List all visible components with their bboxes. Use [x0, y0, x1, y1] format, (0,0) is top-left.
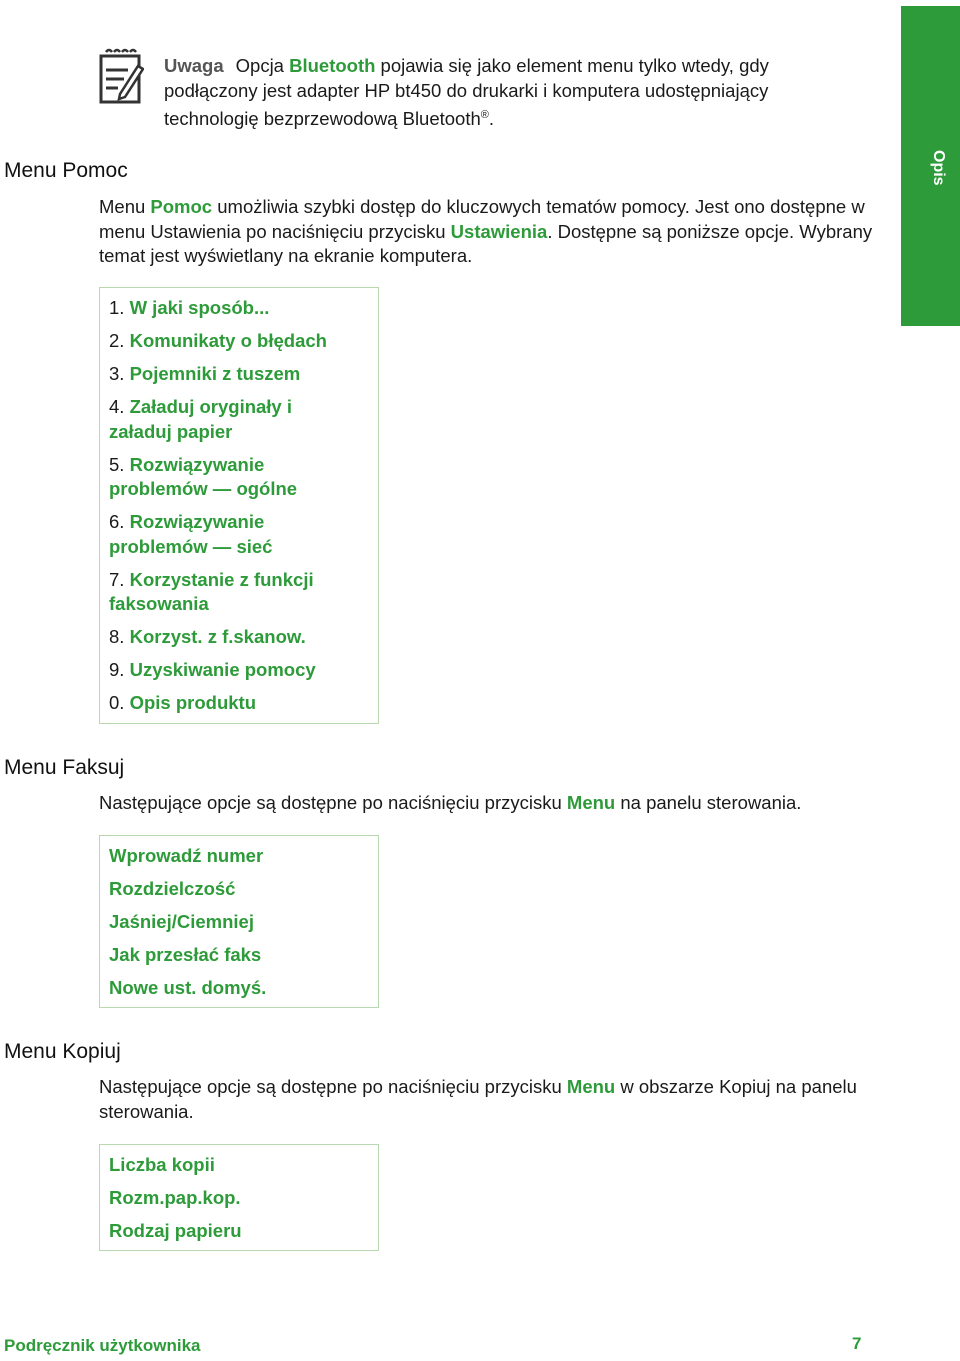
heading-menu-faksuj: Menu Faksuj [4, 756, 125, 779]
note-text-part-3: . [488, 108, 495, 130]
kopiuj-option: Liczba kopii [109, 1154, 215, 1175]
heading-menu-pomoc: Menu Pomoc [4, 159, 128, 182]
side-tab-label: Opis [930, 150, 947, 186]
faksuj-option: Wprowadź numer [109, 845, 264, 866]
pomoc-option: 4. Załaduj oryginały i załaduj papier [109, 396, 293, 442]
pomoc-option: 0. Opis produktu [109, 692, 256, 713]
faksuj-highlight-menu: Menu [566, 792, 616, 813]
pomoc-option: 2. Komunikaty o błędach [109, 330, 327, 351]
faksuj-options-box [99, 835, 379, 1008]
note-label: Uwaga [164, 55, 224, 76]
pomoc-text-1: Menu [99, 196, 151, 217]
kopiuj-option: Rozm.pap.kop. [109, 1187, 241, 1208]
pomoc-option: 1. W jaki sposób... [109, 297, 270, 318]
pomoc-options-box [99, 287, 379, 724]
pomoc-option: 9. Uzyskiwanie pomocy [109, 659, 316, 680]
pomoc-text-3: . Dostępne są poniższe opcje. Wybrany temat jest wyświetlany na ekranie komputera. [99, 220, 873, 266]
faksuj-description [99, 791, 879, 816]
kopiuj-description [99, 1075, 869, 1124]
note-text [164, 54, 854, 132]
note-text-part-2: pojawia się jako element menu tylko wtedy, gdy podłączony jest adapter HP bt450 do drukarki i komputera udostępniający technologię bezprzewodową Bluetooth [164, 55, 769, 130]
kopiuj-text-2: w obszarze Kopiuj na panelu sterowania. [99, 1076, 857, 1122]
kopiuj-options-box [99, 1144, 379, 1251]
faksuj-option: Jaśniej/Ciemniej [109, 911, 254, 932]
faksuj-option: Nowe ust. domyś. [109, 977, 267, 998]
note-highlight-bluetooth: Bluetooth [289, 55, 376, 76]
note-trademark: ® [480, 109, 489, 121]
note-text-part-1: Opcja [235, 55, 290, 76]
pomoc-description [99, 195, 879, 269]
pomoc-highlight-1: Pomoc [150, 196, 213, 217]
footer-title: Podręcznik użytkownika [4, 1336, 201, 1355]
pomoc-option: 7. Korzystanie z funkcji faksowania [109, 568, 314, 614]
pomoc-option: 5. Rozwiązywanie problemów — ogólne [109, 453, 298, 499]
kopiuj-option: Rodzaj papieru [109, 1220, 242, 1241]
faksuj-option: Jak przesłać faks [109, 944, 262, 965]
page-number: 7 [852, 1334, 862, 1353]
faksuj-text-2: na panelu sterowania. [615, 792, 802, 813]
pomoc-option: 3. Pojemniki z tuszem [109, 363, 301, 384]
heading-menu-kopiuj: Menu Kopiuj [4, 1040, 121, 1063]
kopiuj-text-1: Następujące opcje są dostępne po naciśnięciu przycisku [99, 1076, 567, 1097]
pomoc-option: 8. Korzyst. z f.skanow. [109, 626, 306, 647]
pomoc-highlight-2: Ustawienia [450, 220, 548, 242]
faksuj-text-1: Następujące opcje są dostępne po naciśnięciu przycisku [99, 792, 567, 813]
pomoc-text-2: umożliwia szybki dostęp do kluczowych tematów pomocy. Jest ono dostępne w menu Ustawienia po naciśnięciu przycisku [99, 196, 865, 242]
note-icon [98, 48, 144, 106]
faksuj-option: Rozdzielczość [109, 878, 236, 899]
kopiuj-highlight-menu: Menu [566, 1076, 616, 1097]
pomoc-option: 6. Rozwiązywanie problemów — sieć [109, 511, 273, 557]
